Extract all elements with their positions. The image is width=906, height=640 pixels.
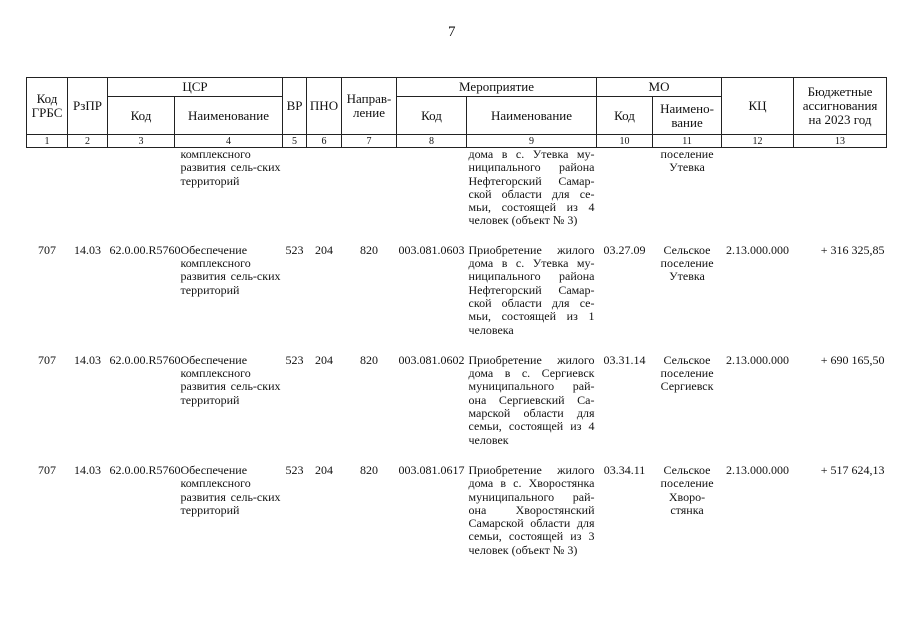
mo-kod-cell: 03.31.14	[603, 352, 646, 367]
kod-grbs-cell: 707	[38, 352, 56, 367]
meropr-kod-cell: 003.081.0602	[398, 352, 465, 367]
header-kod-grbs: Код ГРБС	[27, 78, 68, 135]
mo-name-cell: Сельское поселение Утевка	[660, 242, 714, 284]
column-number: 10	[597, 135, 653, 148]
meropr-name-cell: дома в с. Утевка му-ниципального района Нефтегорский Самар-ской области для се-мьи, состоящей из 4 человек (объект № 3)	[468, 147, 595, 228]
meropr-kod-cell: 003.081.0617	[398, 462, 465, 477]
header-meropr-name: Наименование	[467, 97, 597, 135]
header-meropriyatie: Мероприятие	[397, 78, 597, 97]
column-number: 2	[68, 135, 108, 148]
kod-grbs-cell: 707	[38, 242, 56, 257]
header-row-top	[27, 78, 887, 97]
pno-cell: 204	[315, 242, 334, 257]
rzpr-cell: 14.03	[74, 462, 101, 477]
meropr-name-cell: Приобретение жилого дома в с. Сергиевск муниципального рай-она Сергиевский Са-марской области для семьи, состоящей из 4 человек	[468, 352, 595, 447]
page-number: 7	[448, 24, 456, 40]
amount-cell: + 517 624,13	[820, 462, 885, 477]
csr-kod-cell: 62.0.00.R5760	[109, 352, 181, 367]
amount-cell: + 690 165,50	[820, 352, 885, 367]
meropr-name-cell: Приобретение жилого дома в с. Хворостянка муниципального рай-она Хворостянский Самарской области для семьи, состоящей из 3 человек (объект № 3)	[468, 462, 595, 557]
csr-kod-cell: 62.0.00.R5760	[109, 462, 181, 477]
csr-kod-cell: 62.0.00.R5760	[109, 242, 181, 257]
napravlenie-cell: 820	[360, 352, 379, 367]
amount-cell: + 316 325,85	[820, 242, 885, 257]
header-csr-kod: Код	[108, 97, 175, 135]
vr-cell: 523	[285, 462, 304, 477]
kc-cell: 2.13.000.000	[726, 242, 790, 257]
column-number: 4	[175, 135, 283, 148]
header-csr-name: Наименование	[175, 97, 283, 135]
vr-cell: 523	[285, 242, 304, 257]
column-number: 9	[467, 135, 597, 148]
csr-name-cell: комплексного развития сель-ских территорий	[180, 147, 281, 188]
column-number: 12	[722, 135, 794, 148]
column-number: 1	[27, 135, 68, 148]
header-mo-kod: Код	[597, 97, 653, 135]
napravlenie-cell: 820	[360, 242, 379, 257]
column-number: 5	[283, 135, 307, 148]
mo-kod-cell: 03.27.09	[603, 242, 646, 257]
header-csr: ЦСР	[108, 78, 283, 97]
pno-cell: 204	[315, 462, 334, 477]
vr-cell: 523	[285, 352, 304, 367]
pno-cell: 204	[315, 352, 334, 367]
rzpr-cell: 14.03	[74, 242, 101, 257]
header-rzpr: РзПР	[68, 78, 108, 135]
kc-cell: 2.13.000.000	[726, 462, 790, 477]
meropr-kod-cell: 003.081.0603	[398, 242, 465, 257]
header-meropr-kod: Код	[397, 97, 467, 135]
table-row	[27, 346, 887, 456]
header-mo-name: Наимено-вание	[653, 97, 722, 135]
header-budget: Бюджетные ассигнования на 2023 год	[794, 78, 887, 135]
table-row	[27, 456, 887, 566]
budget-table	[26, 77, 887, 566]
meropr-name-cell: Приобретение жилого дома в с. Утевка му-ниципального района Нефтегорский Самар-ской области для се-мьи, состоящей из 1 человека	[468, 242, 595, 337]
csr-name-cell: Обеспечение комплексного развития сель-ских территорий	[180, 242, 281, 297]
mo-name-cell: поселение Утевка	[660, 147, 714, 175]
column-number: 6	[307, 135, 342, 148]
napravlenie-cell: 820	[360, 462, 379, 477]
mo-kod-cell: 03.34.11	[603, 462, 646, 477]
header-kc: КЦ	[722, 78, 794, 135]
csr-name-cell: Обеспечение комплексного развития сель-ских территорий	[180, 462, 281, 517]
header-napravlenie: Направ-ление	[342, 78, 397, 135]
column-number: 3	[108, 135, 175, 148]
csr-name-cell: Обеспечение комплексного развития сель-ских территорий	[180, 352, 281, 407]
header-mo: МО	[597, 78, 722, 97]
column-numbers-row	[27, 135, 887, 148]
table-row	[27, 236, 887, 346]
header-pno: ПНО	[307, 78, 342, 135]
column-number: 8	[397, 135, 467, 148]
header-vr: ВР	[283, 78, 307, 135]
kc-cell: 2.13.000.000	[726, 352, 790, 367]
kod-grbs-cell: 707	[38, 462, 56, 477]
mo-name-cell: Сельское поселение Сергиевск	[660, 352, 714, 394]
rzpr-cell: 14.03	[74, 352, 101, 367]
mo-name-cell: Сельское поселение Хворо-стянка	[660, 462, 714, 517]
column-number: 7	[342, 135, 397, 148]
column-number: 11	[653, 135, 722, 148]
table-row-continuation	[27, 148, 887, 236]
column-number: 13	[794, 135, 887, 148]
